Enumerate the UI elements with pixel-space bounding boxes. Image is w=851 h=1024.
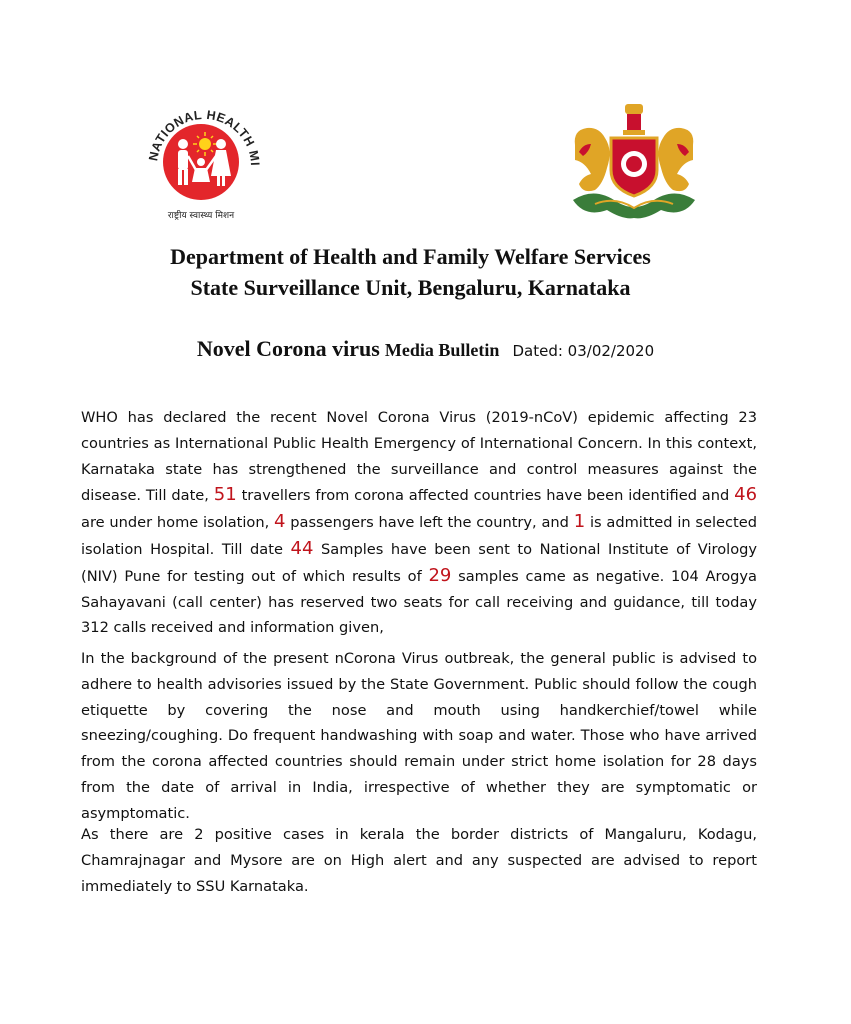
admitted-count: 1 bbox=[573, 511, 586, 533]
national-health-mission-logo bbox=[133, 96, 269, 224]
bulletin-date: Dated: 03/02/2020 bbox=[512, 342, 655, 360]
para1-text-1: WHO has declared the recent Novel Corona Virus (2019-nCoV) epidemic affecting 23 countries as International Public Health Emergency of International Concern. In this context, Karnataka state has strengthened the surveillance and control measures against the disease. Till date, bbox=[81, 409, 757, 505]
karnataka-emblem-logo bbox=[565, 100, 703, 224]
bulletin-main-title: Novel Corona virus bbox=[196, 336, 380, 361]
logo-arc-text: NATIONAL HEALTH MI bbox=[146, 107, 263, 167]
para1-text-6: Samples have been sent to National Institute of Virology (NIV) Pune for testing out of which results of bbox=[81, 540, 758, 585]
unit-title: State Surveillance Unit, Bengaluru, Karnataka bbox=[190, 275, 631, 300]
para1-text-5: is admitted in selected isolation Hospital. Till date bbox=[81, 514, 758, 558]
travellers-count: 51 bbox=[213, 484, 237, 506]
para1-text-3: are under home isolation, bbox=[81, 514, 270, 532]
para1-text-4: passengers have left the country, and bbox=[290, 514, 569, 532]
home-isolation-count: 46 bbox=[734, 484, 758, 506]
para1-text-7: samples came as negative. 104 Arogya Sahayavani (call center) has reserved two seats for call receiving and guidance, till today 312 calls received and information given, bbox=[81, 567, 757, 637]
bulletin-subtitle: Media Bulletin bbox=[384, 340, 500, 360]
paragraph-alert: As there are 2 positive cases in kerala the border districts of Mangaluru, Kodagu, Chamrajnagar and Mysore are on High alert and any suspected are advised to report immediately to SSU Karnataka. bbox=[81, 826, 757, 895]
samples-sent-count: 44 bbox=[290, 537, 314, 559]
department-title: Department of Health and Family Welfare Services bbox=[170, 244, 651, 269]
logo-hindi-text: राष्ट्रीय स्वास्थ्य मिशन bbox=[167, 211, 235, 221]
paragraph-advisory: In the background of the present nCorona Virus outbreak, the general public is advised to adhere to health advisories issued by the State Government. Public should follow the cough etiquette by covering the nose and mouth using handkerchief/towel while sneezing/coughing. Do frequent handwashing with soap and water. Those who have arrived from the corona affected countries should remain under strict home isolation for 28 days from the date of arrival in India, irrespective of whether they are symptomatic or asymptomatic. bbox=[81, 650, 757, 822]
negative-samples-count: 29 bbox=[428, 564, 452, 586]
para1-text-2: travellers from corona affected countries have been identified and bbox=[241, 487, 730, 505]
left-country-count: 4 bbox=[274, 511, 286, 533]
paragraph-situation bbox=[81, 405, 757, 641]
bulletin-heading bbox=[0, 336, 851, 362]
